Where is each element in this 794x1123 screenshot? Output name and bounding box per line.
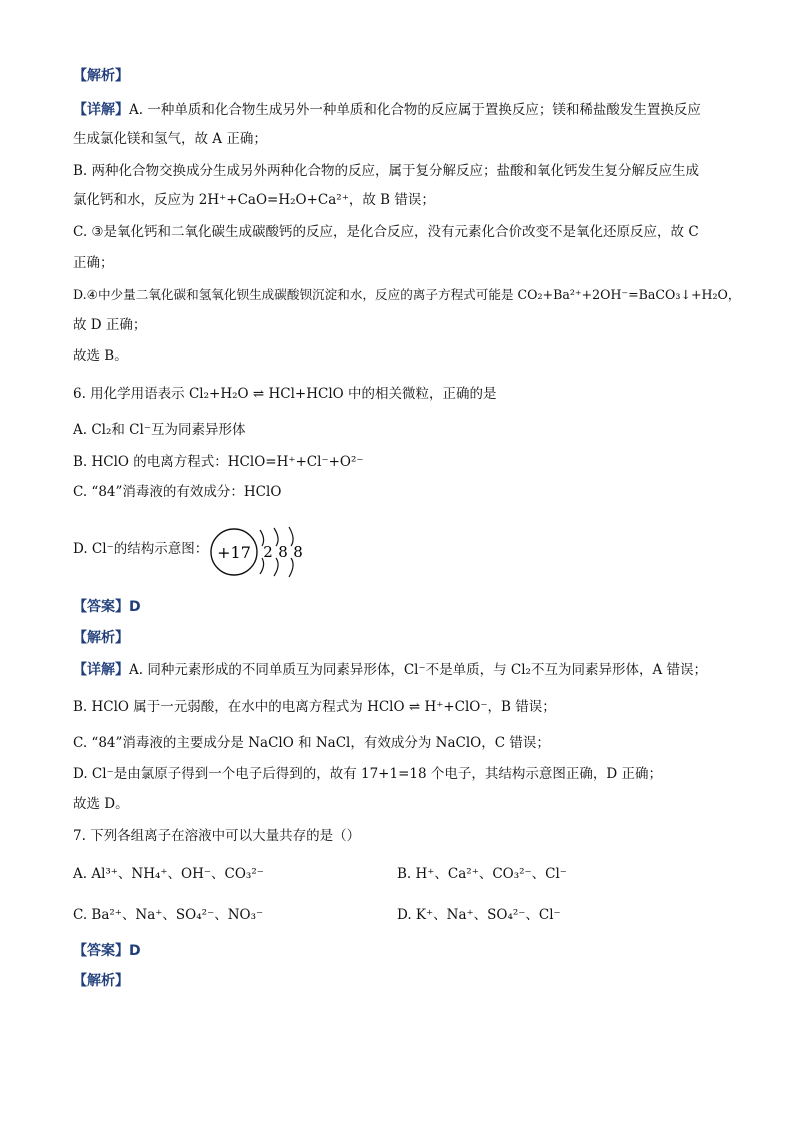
q6-explain-b: B. HClO 属于一元弱酸，在水中的电离方程式为 HClO ⇌ H⁺+ClO⁻，B 错误；	[73, 699, 556, 715]
conclusion: 故选 B。	[73, 348, 128, 364]
detail-label: 【详解】	[73, 662, 129, 678]
q7-analysis-header: 【解析】	[73, 973, 129, 989]
q6-option-b: B. HClO 的电离方程式：HClO=H⁺+Cl⁻+O²⁻	[73, 454, 364, 470]
text: A. 一种单质和化合物生成另外一种单质和化合物的反应属于置换反应；镁和稀盐酸发生置换反应	[129, 102, 701, 118]
q7-stem: 7. 下列各组离子在溶液中可以大量共存的是（）	[73, 828, 361, 844]
detail-label: 【详解】	[73, 102, 129, 118]
q6-explain-d: D. Cl⁻是由氯原子得到一个电子后得到的，故有 17+1=18 个电子，其结构示意图正确，D 正确；	[73, 766, 662, 782]
q6-analysis-header: 【解析】	[73, 630, 129, 646]
shell-count: 8	[293, 543, 303, 561]
detail-b-line2: 氯化钙和水，反应为 2H⁺+CaO=H₂O+Ca²⁺，故 B 错误；	[73, 192, 435, 208]
q7-option-d: D. K⁺、Na⁺、SO₄²⁻、Cl⁻	[397, 907, 561, 923]
chloride-structure-diagram	[210, 526, 310, 578]
q7-option-c: C. Ba²⁺、Na⁺、SO₄²⁻、NO₃⁻	[73, 907, 264, 923]
shell-count: 2	[263, 543, 273, 561]
shell-count: 8	[278, 543, 288, 561]
detail-c-line1: C. ③是氧化钙和二氧化碳生成碳酸钙的反应，是化合反应，没有元素化合价改变不是氧化还原反应，故 C	[73, 224, 699, 240]
q6-answer: 【答案】D	[73, 599, 141, 615]
detail-c-line2: 正确；	[73, 255, 114, 271]
detail-b-line1: B. 两种化合物交换成分生成另外两种化合物的反应，属于复分解反应；盐酸和氧化钙发生复分解反应生成	[73, 163, 700, 179]
q7-answer: 【答案】D	[73, 943, 141, 959]
text: A. 同种元素形成的不同单质互为同素异形体，Cl⁻不是单质，与 Cl₂不互为同素异形体，A 错误；	[129, 662, 707, 678]
q6-explain-a	[73, 660, 707, 680]
nucleus-charge: +17	[217, 543, 251, 562]
q6-option-d: D. Cl⁻的结构示意图：	[73, 541, 209, 557]
q7-option-a: A. Al³⁺、NH₄⁺、OH⁻、CO₃²⁻	[73, 866, 264, 882]
q7-option-b: B. H⁺、Ca²⁺、CO₃²⁻、Cl⁻	[397, 866, 567, 882]
q6-option-a: A. Cl₂和 Cl⁻互为同素异形体	[73, 422, 246, 438]
detail-a-line2: 生成氯化镁和氢气，故 A 正确；	[73, 131, 267, 147]
analysis-header: 【解析】	[73, 68, 129, 84]
detail-d-line2: 故 D 正确；	[73, 317, 147, 333]
detail-a-line1	[73, 100, 701, 120]
detail-d-line1: D.④中少量二氧化碳和氢氧化钡生成碳酸钡沉淀和水，反应的离子方程式可能是 CO₂+Ba²⁺+2OH⁻=BaCO₃↓+H₂O，	[73, 287, 741, 302]
q6-option-c: C. “84”消毒液的有效成分：HClO	[73, 484, 282, 500]
q6-stem: 6. 用化学用语表示 Cl₂+H₂O ⇌ HCl+HClO 中的相关微粒，正确的是	[73, 386, 497, 402]
q6-conclusion: 故选 D。	[73, 796, 129, 812]
q6-explain-c: C. “84”消毒液的主要成分是 NaClO 和 NaCl，有效成分为 NaClO，C 错误；	[73, 735, 550, 751]
